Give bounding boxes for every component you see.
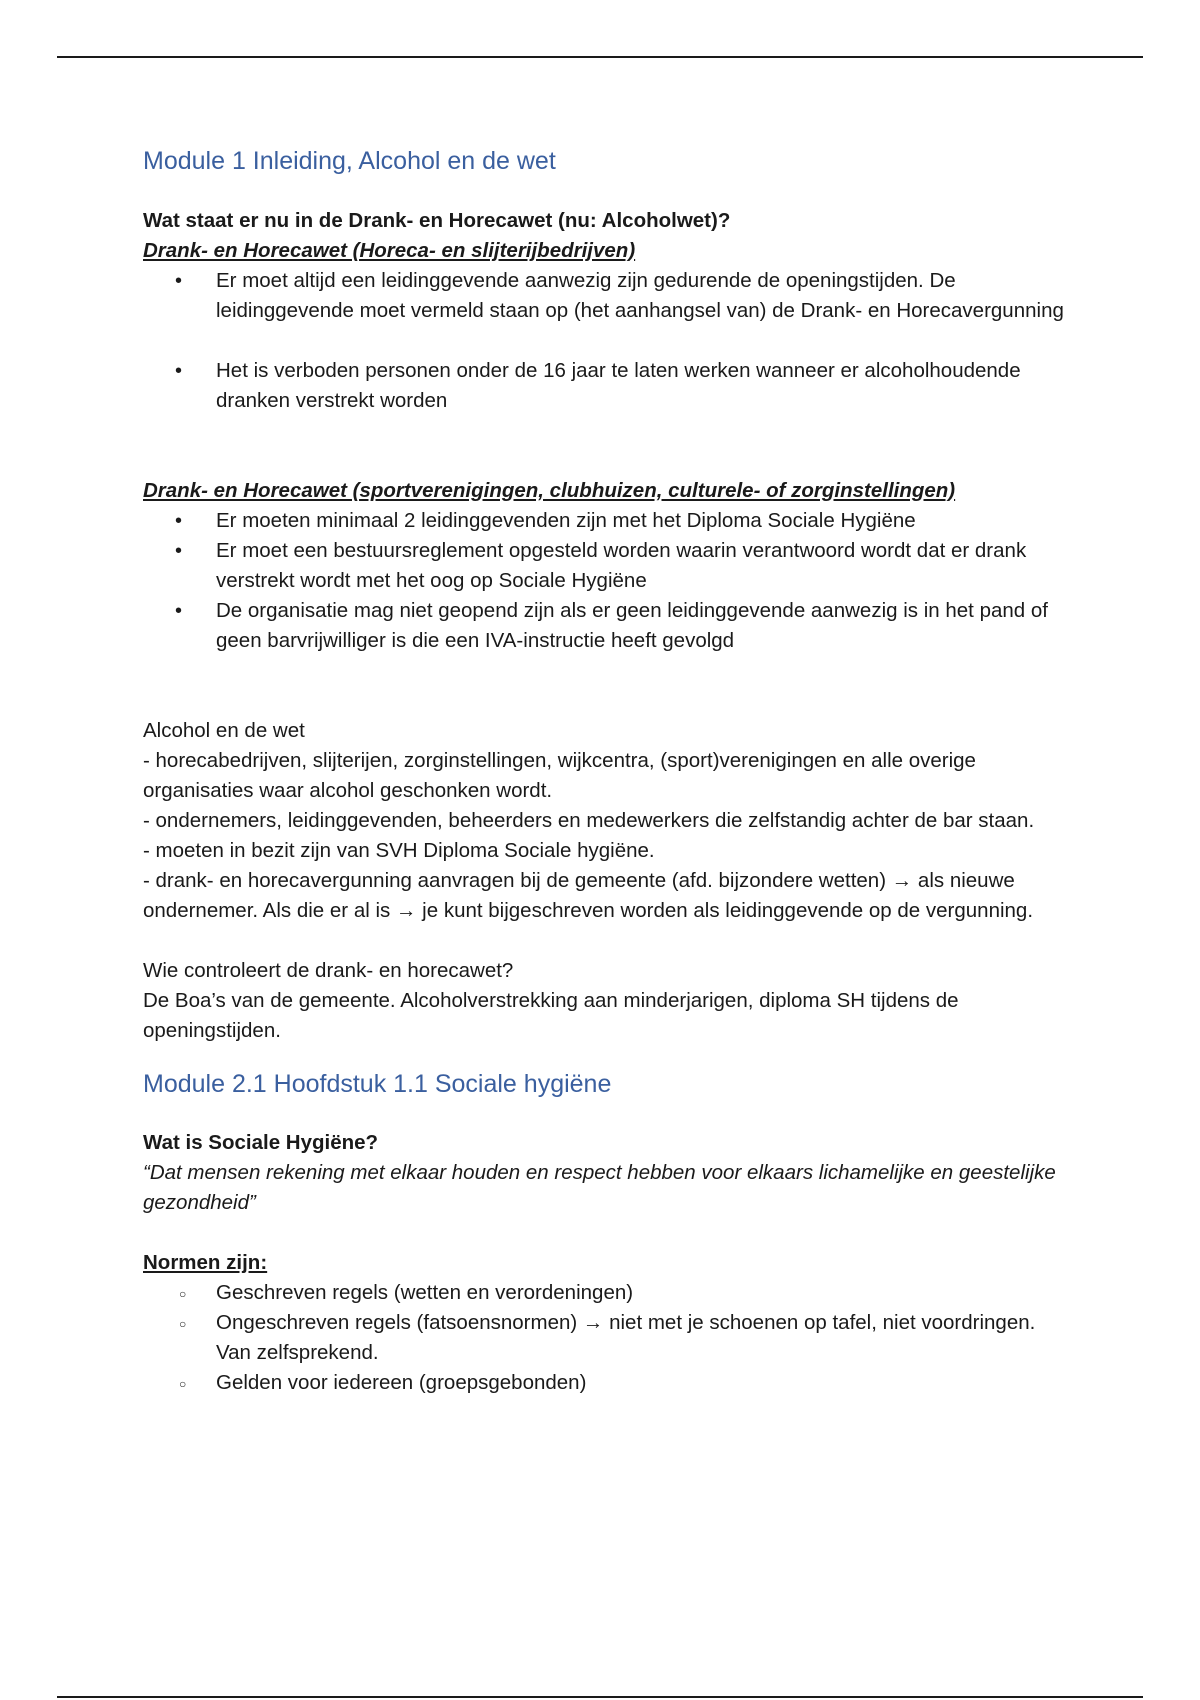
module1-question: Wat staat er nu in de Drank- en Horecawet (nu: Alcoholwet)? [143, 208, 731, 232]
module1-title: Module 1 Inleiding, Alcohol en de wet [143, 147, 556, 175]
subheading-verenigingen: Drank- en Horecawet (sportverenigingen, clubhuizen, culturele- of zorginstellingen) [143, 478, 956, 502]
list-item: • Het is verboden personen onder de 16 jaar te laten werken wanneer er alcoholhoudende dranken verstrekt worden [143, 356, 1073, 416]
list-item: ○ Ongeschreven regels (fatsoensnormen) → niet met je schoenen op tafel, niet voordringen. Van zelfsprekend. [143, 1308, 1073, 1368]
alcohol-line: - ondernemers, leidinggevenden, beheerders en medewerkers die zelfstandig achter de bar staan. [143, 808, 1035, 832]
verenigingen-rules-list [143, 506, 1073, 656]
norms-heading: Normen zijn: [143, 1251, 268, 1274]
alcohol-line: - drank- en horecavergunning aanvragen bij de gemeente (afd. bijzondere wetten) → als nieuwe ondernemer. Als die er al is → je kunt bijgeschreven worden als leidinggevende op de vergunning. [143, 868, 1034, 922]
definition-quote: “Dat mensen rekening met elkaar houden en respect hebben voor elkaars lichamelijke en geestelijke gezondheid” [143, 1161, 1056, 1214]
horeca-rules-list [143, 266, 1073, 416]
subheading-horeca: Drank- en Horecawet (Horeca- en slijterijbedrijven) [143, 238, 636, 262]
document-body [143, 145, 1073, 1398]
control-answer: De Boa’s van de gemeente. Alcoholverstrekking aan minderjarigen, diploma SH tijdens de openingstijden. [143, 988, 959, 1042]
list-item: • Er moet altijd een leidinggevende aanwezig zijn gedurende de openingstijden. De leidinggevende moet vermeld staan op (het aanhangsel van) de Drank- en Horecavergunning [143, 266, 1073, 326]
norms-list [143, 1278, 1073, 1398]
list-item: • De organisatie mag niet geopend zijn als er geen leidinggevende aanwezig is in het pand of geen barvrijwilliger is die een IVA-instructie heeft gevolgd [143, 596, 1073, 656]
module2-title: Module 2.1 Hoofdstuk 1.1 Sociale hygiëne [143, 1069, 612, 1098]
header-rule [57, 56, 1143, 58]
list-item: ○ Geschreven regels (wetten en verordeningen) [143, 1278, 1073, 1308]
module2-question: Wat is Sociale Hygiëne? [143, 1131, 379, 1154]
control-question: Wie controleert de drank- en horecawet? [143, 958, 514, 982]
alcohol-line: - moeten in bezit zijn van SVH Diploma Sociale hygiëne. [143, 838, 655, 862]
alcohol-line: - horecabedrijven, slijterijen, zorginstellingen, wijkcentra, (sport)verenigingen en alle overige organisaties waar alcohol geschonken wordt. [143, 748, 976, 802]
alcohol-heading: Alcohol en de wet [143, 718, 305, 742]
list-item: ○ Gelden voor iedereen (groepsgebonden) [143, 1368, 1073, 1398]
footer-rule [57, 1696, 1143, 1698]
list-item: • Er moet een bestuursreglement opgesteld worden waarin verantwoord wordt dat er drank verstrekt wordt met het oog op Sociale Hygiëne [143, 536, 1073, 596]
list-item: • Er moeten minimaal 2 leidinggevenden zijn met het Diploma Sociale Hygiëne [143, 506, 1073, 536]
